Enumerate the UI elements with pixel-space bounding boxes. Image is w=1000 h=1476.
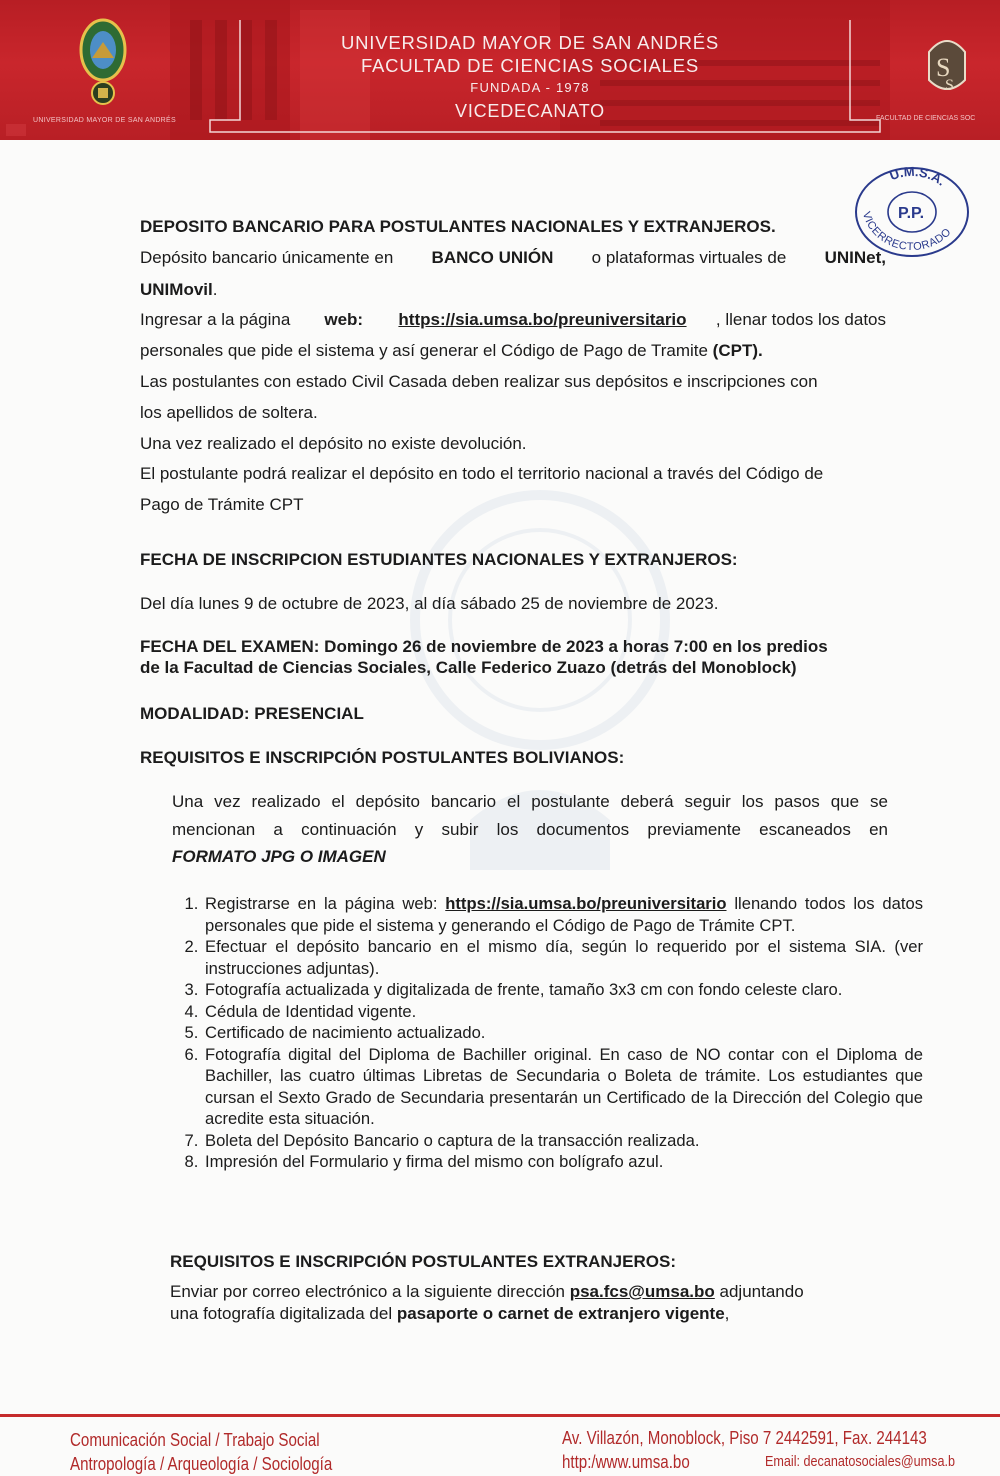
deposit-paragraph-2: [140, 310, 886, 330]
step-text: Fotografía actualizada y digitalizada de frente, tamaño 3x3 cm con fondo celeste claro.: [205, 980, 843, 999]
unimovil-platform: UNIMovil: [140, 280, 213, 299]
step-text: Impresión del Formulario y firma del mismo con bolígrafo azul.: [205, 1152, 664, 1171]
step-text: Efectuar el depósito bancario en el mismo día, según lo requerido por el sistema SIA. (ver instrucciones adjuntas).: [205, 937, 923, 978]
step-item: [203, 893, 923, 936]
bank-name: BANCO UNIÓN: [431, 248, 554, 267]
step-item: [203, 1130, 923, 1152]
step-text: Boleta del Depósito Bancario o captura de la transacción realizada.: [205, 1130, 700, 1150]
bolivian-intro-line2: mencionan a continuación y subir los documentos previamente escaneados en: [172, 820, 888, 839]
university-name: UNIVERSIDAD MAYOR DE SAN ANDRÉS: [340, 32, 720, 53]
foreign-line2: [170, 1304, 729, 1324]
bolivia-coat-of-arms-logo: [72, 14, 134, 114]
exam-date-line1: FECHA DEL EXAMEN: Domingo 26 de noviembre de 2023 a horas 7:00 en los predios: [140, 637, 828, 656]
letterhead-banner: [0, 0, 1000, 140]
address-line: Av. Villazón, Monoblock, Piso 7 2442591, Fax. 244143: [562, 1428, 927, 1448]
cpt-label: (CPT).: [712, 341, 763, 360]
faculty-name: FACULTAD DE CIENCIAS SOCIALES: [360, 55, 700, 76]
foreign-line1: [170, 1282, 804, 1302]
modality-value: : PRESENCIAL: [243, 704, 364, 723]
foreign-requirements-heading: REQUISITOS E INSCRIPCIÓN POSTULANTES EXTRANJEROS:: [170, 1252, 676, 1271]
careers-line2: Antropología / Arqueología / Sociología: [70, 1454, 333, 1474]
stamp-bottom-text: VICERRECTORADO: [859, 210, 954, 254]
university-caption-left: UNIVERSIDAD MAYOR DE SAN ANDRÉS: [33, 117, 176, 124]
inscription-dates-text: Del día lunes 9 de octubre de 2023, al día sábado 25 de noviembre de 2023.: [140, 594, 719, 613]
text-run: , llenar todos los datos: [715, 310, 886, 329]
bolivian-requirements-heading: REQUISITOS E INSCRIPCIÓN POSTULANTES BOLIVIANOS:: [140, 748, 625, 767]
svg-text:U.M.S.A.: [887, 164, 948, 189]
office-name: VICEDECANATO: [455, 101, 605, 121]
step-text: Registrarse en la página web:: [205, 894, 446, 913]
text-run: ,: [724, 1304, 730, 1323]
faculty-logo: [923, 32, 971, 102]
text-run: o plataformas virtuales de: [586, 248, 792, 267]
deposit-paragraph-1-end: [140, 280, 217, 300]
deposit-paragraph-5-line1: El postulante podrá realizar el depósito en todo el territorio nacional a través del Código de: [140, 464, 824, 483]
deposit-paragraph-1: [140, 248, 886, 268]
website-link[interactable]: http:/www.umsa.bo: [562, 1452, 690, 1472]
stamp-top-text: U.M.S.A.: [887, 163, 949, 189]
faculty-caption-right: FACULTAD DE CIENCIAS SOC: [876, 115, 976, 122]
founded-year: FUNDADA - 1978: [470, 80, 590, 95]
exam-date-line2: de la Facultad de Ciencias Sociales, Calle Federico Zuazo (detrás del Monoblock): [140, 658, 797, 677]
umsa-stamp: [846, 160, 978, 260]
text-run: Ingresar a la página: [140, 310, 295, 329]
step-item: [203, 1022, 923, 1044]
email-contact[interactable]: Email: decanatosociales@umsa.b: [765, 1453, 955, 1470]
step-item: [203, 1151, 923, 1173]
required-format: FORMATO JPG O IMAGEN: [172, 847, 386, 866]
svg-text:S: S: [936, 53, 951, 82]
deposit-paragraph-5-line2: Pago de Trámite CPT: [140, 495, 304, 514]
text-run: Enviar por correo electrónico a la siguiente dirección: [170, 1282, 570, 1301]
stamp-center-text: P.P.: [898, 205, 925, 222]
modality: [140, 704, 364, 724]
deposit-paragraph-4: Una vez realizado el depósito no existe devolución.: [140, 434, 527, 453]
email-link[interactable]: psa.fcs@umsa.bo: [569, 1282, 715, 1301]
text-run: .: [212, 280, 218, 299]
step-text: Cédula de Identidad vigente.: [205, 1001, 417, 1021]
step-item: [203, 936, 923, 979]
svg-text:S: S: [945, 77, 954, 94]
footer-divider: [0, 1414, 1000, 1417]
step-text: Fotografía digital del Diploma de Bachiller original. En caso de NO contar con el Diploma de Bachiller, las cuatro últimas Libretas de Secundaria o Boleta de trámite. Los estudiantes que cursan el Sexto Grado de Secundaria presentarán un Certificado de la Dirección del Colegio que acredite esta situación.: [205, 1044, 923, 1128]
preuniversitario-link[interactable]: https://sia.umsa.bo/preuniversitario: [398, 310, 687, 329]
uninet-platform: UNINet,: [824, 248, 886, 267]
careers-line1: Comunicación Social / Trabajo Social: [70, 1430, 320, 1450]
step-item: [203, 1001, 923, 1023]
bolivian-intro-line1: Una vez realizado el depósito bancario el postulante deberá seguir los pasos que se: [172, 792, 888, 811]
preuniversitario-link[interactable]: https://sia.umsa.bo/preuniversitario: [445, 894, 727, 913]
modality-label: MODALIDAD: [140, 704, 244, 723]
passport-requirement: pasaporte o carnet de extranjero vigente: [396, 1304, 725, 1323]
deposit-paragraph-3-line2: los apellidos de soltera.: [140, 403, 318, 422]
text-run: personales que pide el sistema y así generar el Código de Pago de Tramite: [140, 341, 713, 360]
text-run: Depósito bancario únicamente en: [140, 248, 398, 267]
step-item: [203, 1044, 923, 1130]
bolivian-steps-list: [170, 893, 923, 1173]
step-item: [203, 979, 923, 1001]
deposit-paragraph-2-end: [140, 341, 763, 361]
inscription-dates-heading: FECHA DE INSCRIPCION ESTUDIANTES NACIONALES Y EXTRANJEROS:: [140, 550, 738, 569]
text-run: una fotografía digitalizada del: [170, 1304, 397, 1323]
step-text: Certificado de nacimiento actualizado.: [205, 1023, 486, 1042]
text-run: adjuntando: [714, 1282, 804, 1301]
deposit-heading: DEPOSITO BANCARIO PARA POSTULANTES NACIONALES Y EXTRANJEROS.: [140, 217, 776, 236]
web-label: web:: [324, 310, 364, 329]
deposit-paragraph-3-line1: Las postulantes con estado Civil Casada deben realizar sus depósitos e inscripciones con: [140, 372, 818, 391]
step-text: llenando todos los datos personales que pide el sistema y generando el Código de Pago de Trámite CPT.: [205, 894, 923, 935]
